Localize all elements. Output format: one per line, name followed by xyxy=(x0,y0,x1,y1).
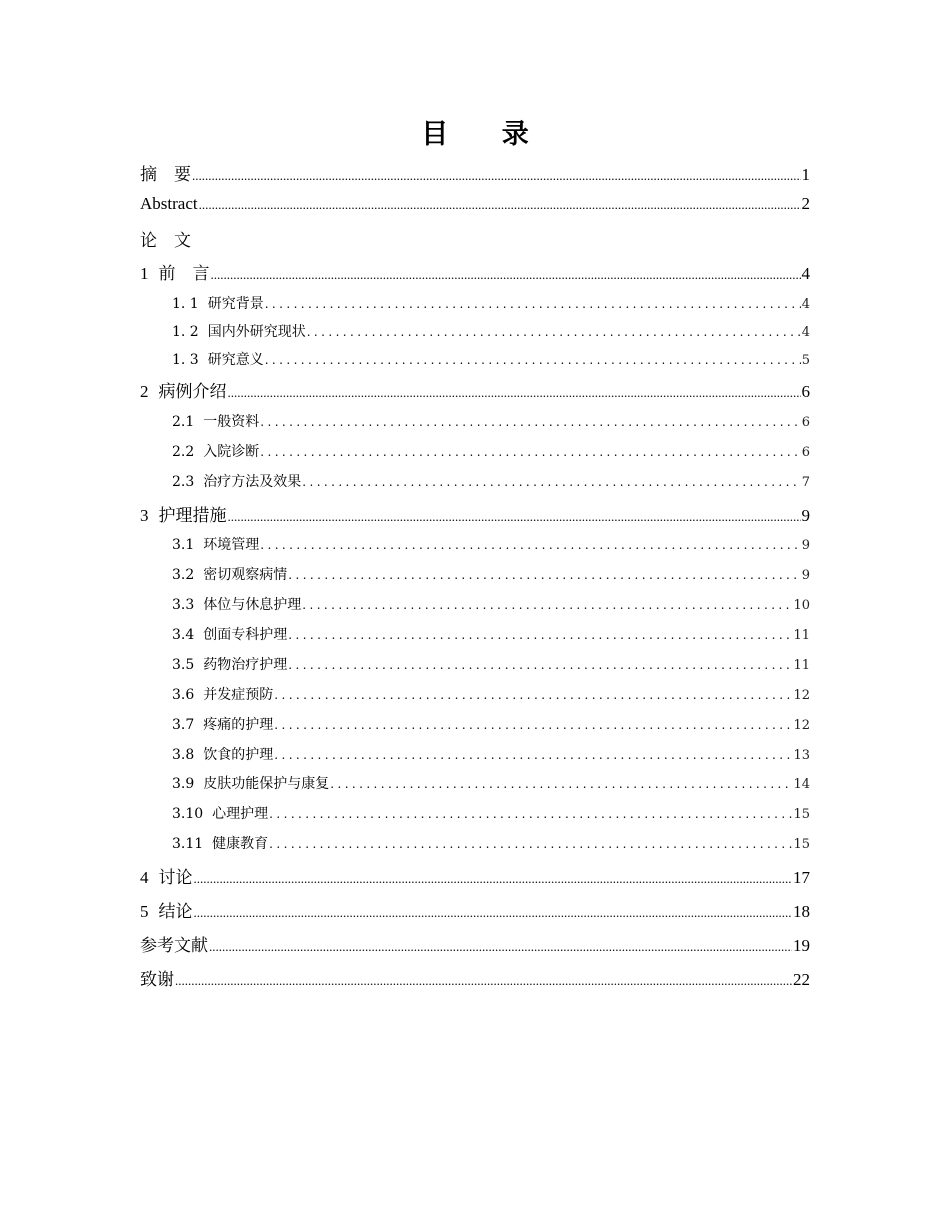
toc-entry-section-1-2[interactable] xyxy=(172,321,810,341)
toc-entry-abstract-en[interactable] xyxy=(140,194,810,214)
toc-entry-section-3-2[interactable] xyxy=(172,564,810,584)
toc-entry-number: 3.6 xyxy=(172,687,195,703)
dot-leader xyxy=(192,168,801,184)
toc-entry-label: 前 言 xyxy=(158,264,210,283)
page-title: 目 录 xyxy=(421,119,551,150)
toc-entry-chapter-5[interactable] xyxy=(140,897,810,922)
dot-leader xyxy=(260,415,800,429)
toc-page-number: 14 xyxy=(793,777,810,792)
toc-entry-label: 一般资料 xyxy=(203,414,260,430)
toc-page-number: 9 xyxy=(801,568,810,583)
dot-leader xyxy=(194,905,793,921)
toc-entry-section-3-6[interactable] xyxy=(172,684,810,704)
toc-entry-number: 3.11 xyxy=(172,836,204,852)
toc-entry-number: 1 xyxy=(140,264,149,283)
toc-entry-number: 1. 2 xyxy=(172,324,199,340)
toc-entry-label: 入院诊断 xyxy=(203,444,260,460)
toc-entry-section-2-2[interactable] xyxy=(172,441,810,461)
toc-page-number: 12 xyxy=(793,718,810,733)
toc-entry-label: 皮肤功能保护与康复 xyxy=(203,776,330,792)
toc-entry-number: 3.9 xyxy=(172,776,195,792)
toc-entry-section-1-1[interactable] xyxy=(172,293,810,313)
toc-entry-acknowledgements[interactable] xyxy=(140,965,810,990)
toc-entry-section-2-3[interactable] xyxy=(172,471,810,491)
toc-entry-number: 2.2 xyxy=(172,444,195,460)
toc-page-number: 11 xyxy=(793,628,810,643)
dot-leader xyxy=(269,807,792,821)
toc-entry-number: 3.5 xyxy=(172,657,195,673)
toc-page-number: 10 xyxy=(793,598,810,613)
toc-entry-label: 体位与休息护理 xyxy=(203,597,302,613)
toc-page-number: 15 xyxy=(793,807,810,822)
toc-entry-label: 护理措施 xyxy=(158,506,227,525)
toc-entry-section-3-3[interactable] xyxy=(172,594,810,614)
toc-page-number: 4 xyxy=(801,264,810,283)
toc-entry-section-3-8[interactable] xyxy=(172,744,810,764)
toc-entry-label: 健康教育 xyxy=(212,836,269,852)
toc-entry-number: 3 xyxy=(140,506,149,525)
toc-entry-label: 病例介绍 xyxy=(158,382,227,401)
toc-entry-label: 研究背景 xyxy=(207,296,264,312)
toc-page-number: 7 xyxy=(801,475,810,490)
dot-leader xyxy=(260,538,800,552)
toc-page-number: 6 xyxy=(801,382,810,401)
toc-entry-number: 2 xyxy=(140,382,149,401)
dot-leader xyxy=(288,658,792,672)
dot-leader xyxy=(260,445,800,459)
toc-entry-number: 1. 1 xyxy=(172,296,199,312)
dot-leader xyxy=(288,628,792,642)
toc-entry-label: 结论 xyxy=(158,902,193,921)
toc-page-number: 4 xyxy=(801,325,810,340)
toc-page-number: 4 xyxy=(801,297,810,312)
toc-entry-label: 创面专科护理 xyxy=(203,627,288,643)
toc-entry-label: 国内外研究现状 xyxy=(207,324,306,340)
dot-leader xyxy=(302,475,800,489)
toc-page-number: 15 xyxy=(793,837,810,852)
dot-leader xyxy=(199,197,801,213)
toc-entry-label: 治疗方法及效果 xyxy=(203,474,302,490)
toc-page-number: 6 xyxy=(801,415,810,430)
toc-entry-label: 论 文 xyxy=(140,231,191,250)
dot-leader xyxy=(175,973,792,989)
toc-entry-section-1-3[interactable] xyxy=(172,349,810,369)
dot-leader xyxy=(302,598,792,612)
toc-entry-section-3-9[interactable] xyxy=(172,773,810,793)
toc-entry-label: 讨论 xyxy=(158,868,193,887)
toc-entry-number: 3.4 xyxy=(172,627,195,643)
toc-entry-section-3-1[interactable] xyxy=(172,534,810,554)
toc-entry-number: 2.3 xyxy=(172,474,195,490)
toc-page-number: 1 xyxy=(801,165,810,184)
dot-leader xyxy=(209,939,792,955)
toc-entry-number: 3.8 xyxy=(172,747,195,763)
dot-leader xyxy=(194,871,793,887)
toc-entry-label: 环境管理 xyxy=(203,537,260,553)
toc-page-number: 5 xyxy=(801,353,810,368)
toc-page-number: 13 xyxy=(793,748,810,763)
toc-entry-number: 3.3 xyxy=(172,597,195,613)
toc-page-number: 6 xyxy=(801,445,810,460)
toc-entry-section-3-4[interactable] xyxy=(172,624,810,644)
toc-entry-thesis xyxy=(140,226,810,251)
toc-entry-number: 3.2 xyxy=(172,567,195,583)
toc-page-number: 9 xyxy=(801,506,810,525)
toc-entry-label: 药物治疗护理 xyxy=(203,657,288,673)
toc-entry-number: 1. 3 xyxy=(172,352,199,368)
dot-leader xyxy=(288,568,800,582)
toc-entry-number: 5 xyxy=(140,902,149,921)
toc-entry-section-2-1[interactable] xyxy=(172,411,810,431)
dot-leader xyxy=(265,297,801,311)
dot-leader xyxy=(269,837,792,851)
toc-entry-section-3-5[interactable] xyxy=(172,654,810,674)
toc-entry-label: 疼痛的护理 xyxy=(203,717,274,733)
toc-entry-number: 3.7 xyxy=(172,717,195,733)
toc-entry-label: 并发症预防 xyxy=(203,687,274,703)
toc-page-number: 18 xyxy=(793,902,810,921)
toc-page-number: 12 xyxy=(793,688,810,703)
dot-leader xyxy=(211,267,801,283)
toc-page-number: 22 xyxy=(793,970,810,989)
toc-entry-label: 密切观察病情 xyxy=(203,567,288,583)
toc-entry-chapter-3[interactable] xyxy=(140,501,810,526)
toc-entry-label: 饮食的护理 xyxy=(203,747,274,763)
toc-entry-section-3-7[interactable] xyxy=(172,714,810,734)
dot-leader xyxy=(307,325,801,339)
dot-leader xyxy=(274,688,792,702)
toc-entry-number: 4 xyxy=(140,868,149,887)
dot-leader xyxy=(228,509,801,525)
toc-entry-references[interactable] xyxy=(140,931,810,956)
toc-entry-number: 3.1 xyxy=(172,537,195,553)
toc-entry-chapter-4[interactable] xyxy=(140,863,810,888)
dot-leader xyxy=(274,748,792,762)
toc-entry-abstract-cn[interactable] xyxy=(140,160,810,185)
toc-page-number: 17 xyxy=(793,868,810,887)
toc-entry-label: 心理护理 xyxy=(212,806,269,822)
toc-page-number: 9 xyxy=(801,538,810,553)
toc-entry-label: 研究意义 xyxy=(207,352,264,368)
toc-entry-label: 摘 要 xyxy=(140,165,191,184)
toc-entry-section-3-11[interactable] xyxy=(172,833,810,853)
dot-leader xyxy=(265,353,801,367)
toc-entry-chapter-1[interactable] xyxy=(140,259,810,284)
toc-entry-chapter-2[interactable] xyxy=(140,377,810,402)
toc-page-number: 11 xyxy=(793,658,810,673)
toc-entry-label: 参考文献 xyxy=(140,936,208,955)
dot-leader xyxy=(274,718,792,732)
dot-leader xyxy=(228,385,801,401)
toc-entry-label: Abstract xyxy=(140,194,198,213)
toc-page-number: 2 xyxy=(801,194,810,213)
dot-leader xyxy=(330,777,792,791)
toc-entry-section-3-10[interactable] xyxy=(172,803,810,823)
toc-page-number: 19 xyxy=(793,936,810,955)
toc-entry-label: 致谢 xyxy=(140,970,174,989)
toc-entry-number: 3.10 xyxy=(172,806,204,822)
toc-entry-number: 2.1 xyxy=(172,414,195,430)
